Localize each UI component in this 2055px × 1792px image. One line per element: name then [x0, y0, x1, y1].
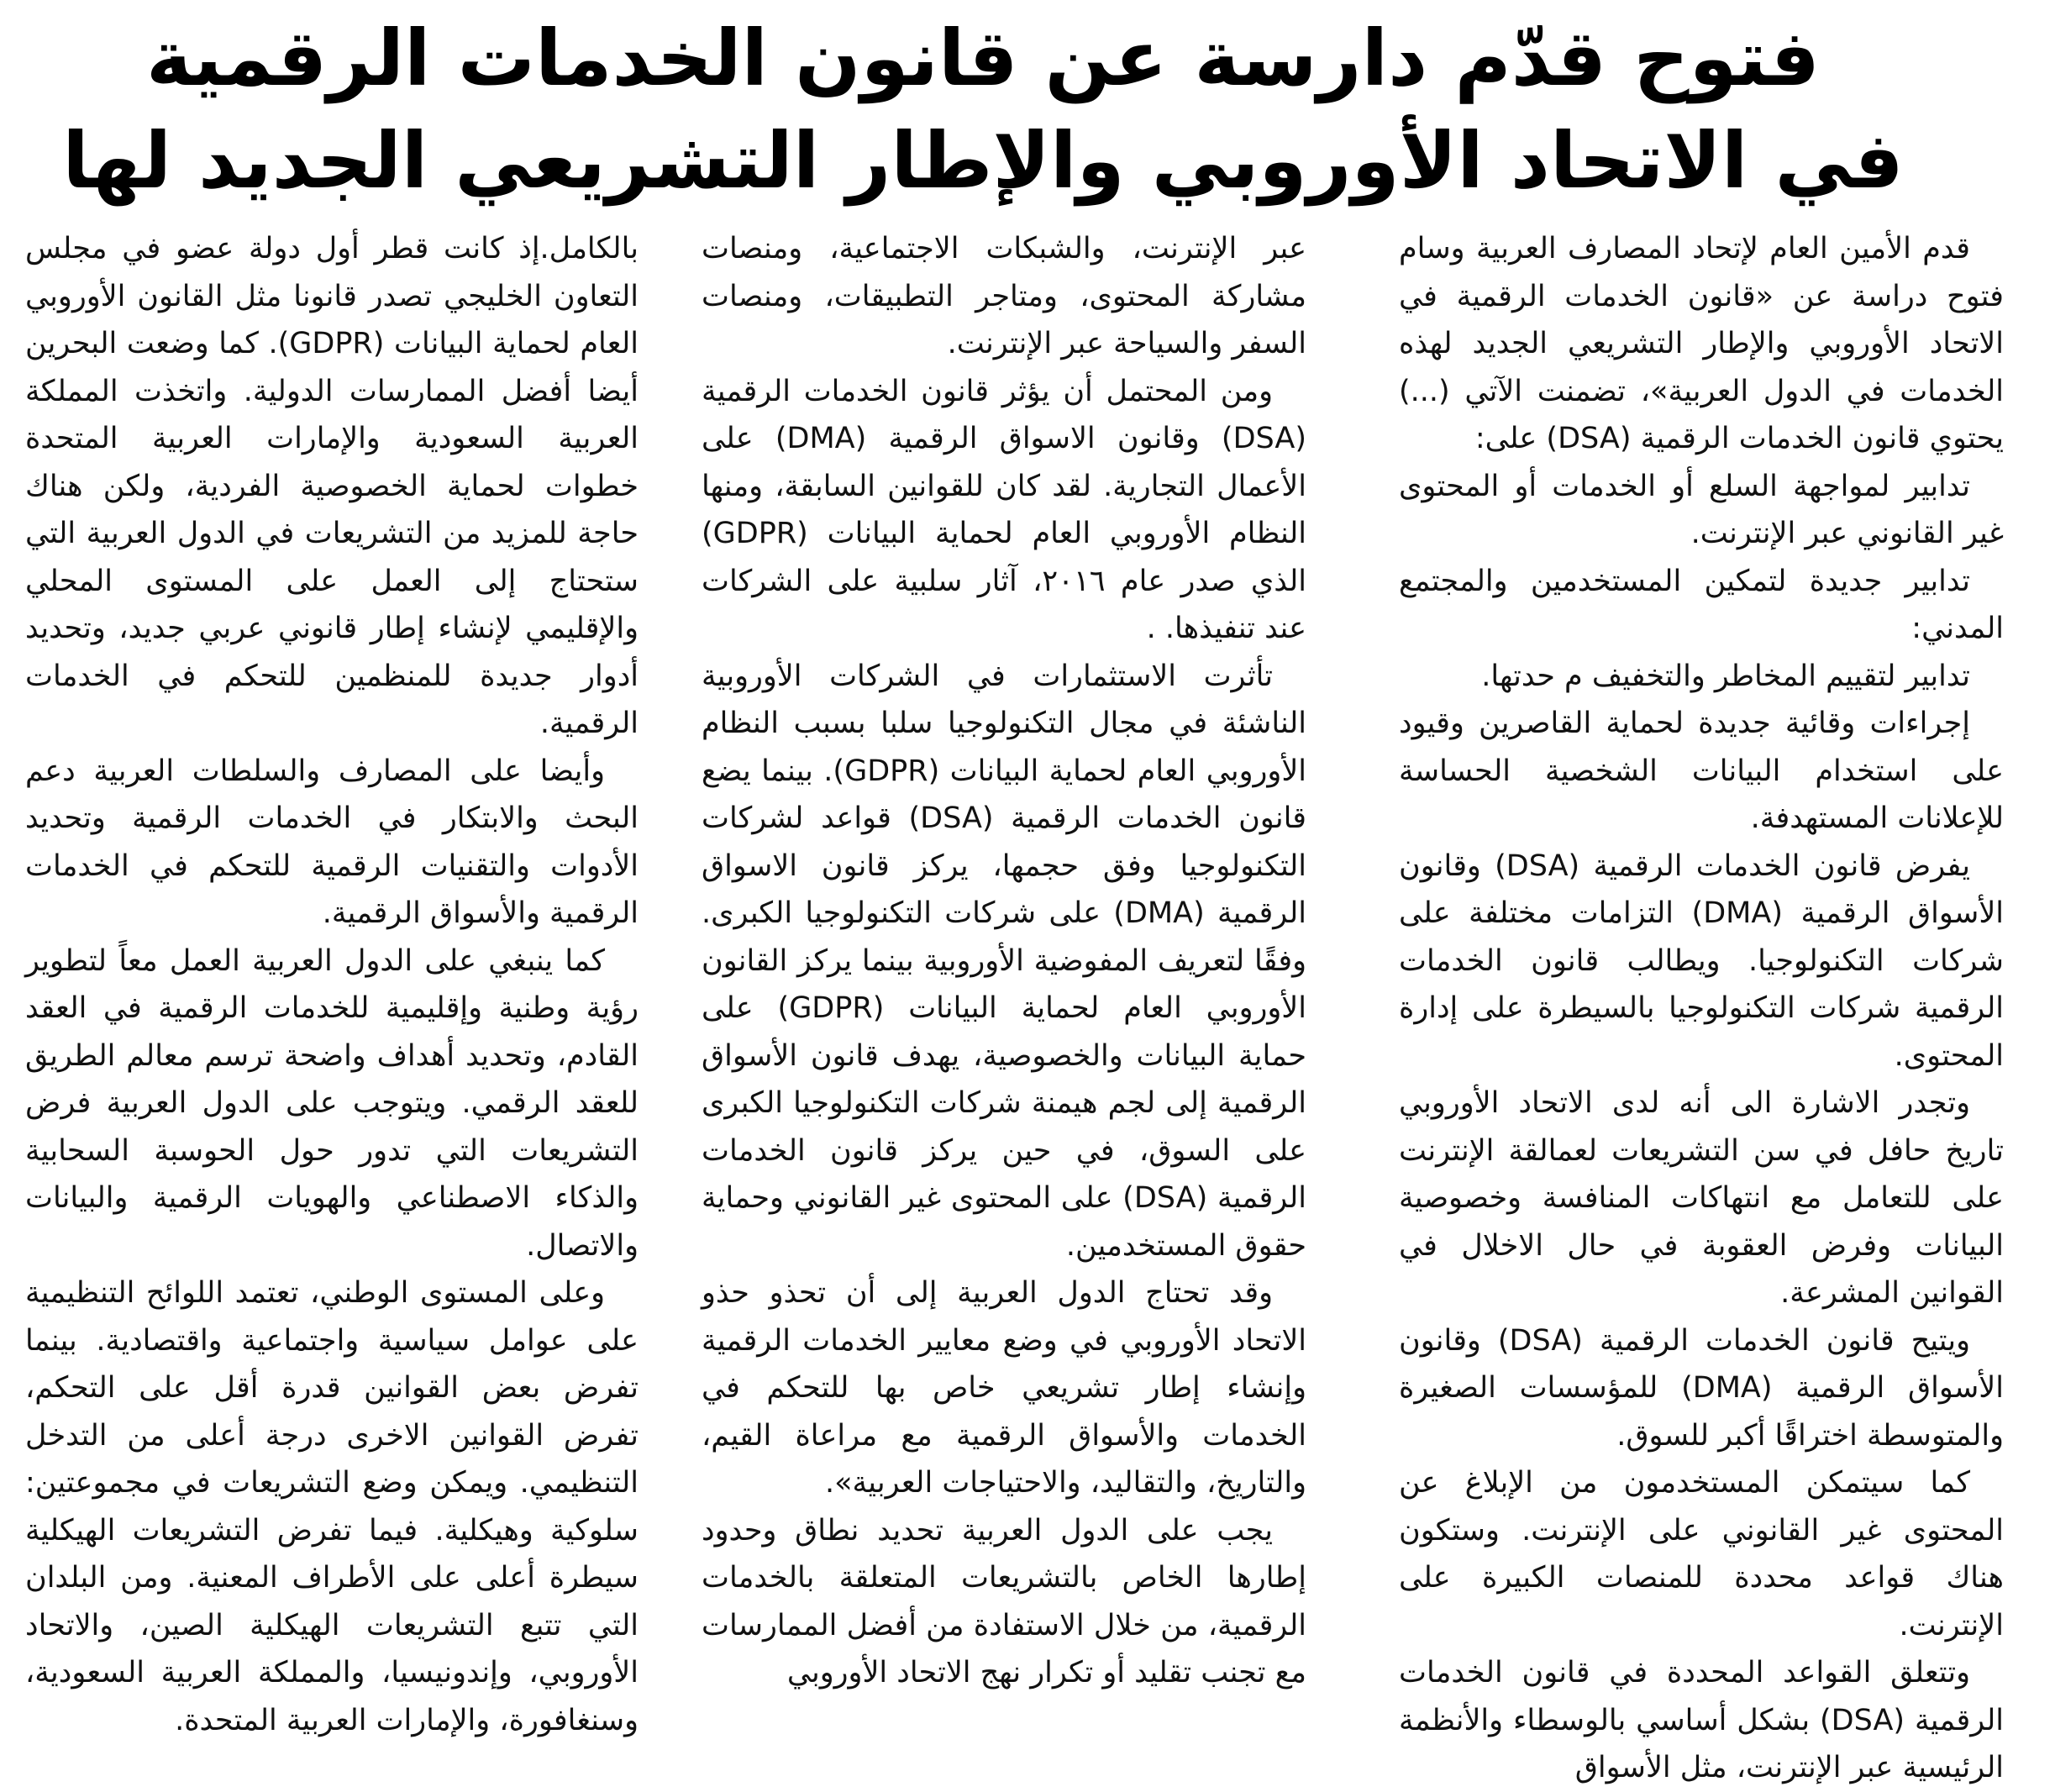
paragraph: يجب على الدول العربية تحديد نطاق وحدود إطارها الخاص بالتشريعات المتعلقة بالخدمات الرقمية، من خلال الاستفادة من أفضل الممارسات مع تجنب تقليد أو تكرار نهج الاتحاد الأوروبي [702, 1513, 1306, 1690]
paragraph: تدابير لتقييم المخاطر والتخفيف م حدتها. [1481, 659, 1970, 693]
paragraph: كما سيتمكن المستخدمون من الإبلاغ عن المحتوى غير القانوني على الإنترنت. وستكون هناك قواعد محددة للمنصات الكبيرة على الإنترنت. [1399, 1466, 2004, 1642]
article-column-left [25, 225, 639, 1737]
paragraph: تدابير لمواجهة السلع أو الخدمات أو المحتوى غير القانوني عبر الإنترنت. [1399, 469, 2004, 550]
paragraph: وعلى المستوى الوطني، تعتمد اللوائح التنظيمية على عوامل سياسية واجتماعية واقتصادية. بينما تفرض بعض القوانين قدرة أقل على التحكم، تفرض القوانين الاخرى درجة أعلى من التدخل التنظيمي. ويمكن وضع التشريعات في مجموعتين: سلوكية وهيكلية. فيما تفرض التشريعات الهيكلية سيطرة أعلى على الأطراف المعنية. ومن البلدان التي تتبع التشريعات الهيكلية الصين، والاتحاد الأوروبي، وإندونيسيا، والمملكة العربية السعودية، وسنغافورة، والإمارات العربية المتحدة. [25, 1276, 639, 1737]
paragraph: ومن المحتمل أن يؤثر قانون الخدمات الرقمية (DSA) وقانون الاسواق الرقمية (DMA) على الأعمال التجارية. لقد كان للقوانين السابقة، ومنها النظام الأوروبي العام لحماية البيانات (GDPR) الذي صدر عام ٢٠١٦، آثار سلبية على الشركات عند تنفيذها. . [702, 374, 1306, 645]
paragraph: وتجدر الاشارة الى أنه لدى الاتحاد الأوروبي تاريخ حافل في سن التشريعات لعمالقة الإنترنت على للتعامل مع انتهاكات المنافسة وخصوصية البيانات وفرض العقوبة في حال الاخلال في القوانين المشرعة. [1399, 1086, 2004, 1310]
paragraph: قدم الأمين العام لإتحاد المصارف العربية وسام فتوح دراسة عن «قانون الخدمات الرقمية في الاتحاد الأوروبي والإطار التشريعي الجديد لهذه الخدمات في الدول العربية»، تضمنت الآتي (...) يحتوي قانون الخدمات الرقمية (DSA) على: [1399, 232, 2004, 455]
headline-line-1: فتوح قدّم دارسة عن قانون الخدمات الرقمية [146, 13, 1820, 103]
paragraph: وتتعلق القواعد المحددة في قانون الخدمات الرقمية (DSA) بشكل أساسي بالوسطاء والأنظمة الرئيسية عبر الإنترنت، مثل الأسواق [1399, 1656, 2004, 1784]
paragraph: عبر الإنترنت، والشبكات الاجتماعية، ومنصات مشاركة المحتوى، ومتاجر التطبيقات، ومنصات السفر والسياحة عبر الإنترنت. [702, 232, 1306, 360]
article-column-right [1399, 225, 2005, 1784]
paragraph: وقد تحتاج الدول العربية إلى أن تحذو حذو الاتحاد الأوروبي في وضع معايير الخدمات الرقمية وإنشاء إطار تشريعي خاص بها للتحكم في الخدمات والأسواق الرقمية مع مراعاة القيم، والتاريخ، والتقاليد، والاحتياجات العربية». [702, 1276, 1306, 1500]
paragraph: تدابير جديدة لتمكين المستخدمين والمجتمع المدني: [1399, 564, 2004, 645]
paragraph: بالكامل.إذ كانت قطر أول دولة عضو في مجلس التعاون الخليجي تصدر قانونا مثل القانون الأوروبي العام لحماية البيانات (GDPR). كما وضعت البحرين أيضا أفضل الممارسات الدولية. واتخذت المملكة العربية السعودية والإمارات العربية المتحدة خطوات لحماية الخصوصية الفردية، ولكن هناك حاجة للمزيد من التشريعات في الدول العربية التي ستحتاج إلى العمل على المستوى المحلي والإقليمي لإنشاء إطار قانوني عربي جديد، وتحديد أدوار جديدة للمنظمين للتحكم في الخدمات الرقمية. [25, 232, 639, 740]
headline-line-2: في الاتحاد الأوروبي والإطار التشريعي الجديد لها [62, 116, 1904, 206]
paragraph: إجراءات وقائية جديدة لحماية القاصرين وقيود على استخدام البيانات الشخصية الحساسة للإعلانات المستهدفة. [1399, 707, 2004, 835]
paragraph: تأثرت الاستثمارات في الشركات الأوروبية الناشئة في مجال التكنولوجيا سلبا بسبب النظام الأوروبي العام لحماية البيانات (GDPR). بينما يضع قانون الخدمات الرقمية (DSA) قواعد لشركات التكنولوجيا وفق حجمها، يركز قانون الاسواق الرقمية (DMA) على شركات التكنولوجيا الكبرى. وفقًا لتعريف المفوضية الأوروبية بينما يركز القانون الأوروبي العام لحماية البيانات (GDPR) على حماية البيانات والخصوصية، يهدف قانون الأسواق الرقمية إلى لجم هيمنة شركات التكنولوجيا الكبرى على السوق، في حين يركز قانون الخدمات الرقمية (DSA) على المحتوى غير القانوني وحماية حقوق المستخدمين. [702, 659, 1307, 1263]
paragraph: وأيضا على المصارف والسلطات العربية دعم البحث والابتكار في الخدمات الرقمية وتحديد الأدوات والتقنيات الرقمية للتحكم في الخدمات الرقمية والأسواق الرقمية. [25, 754, 639, 930]
paragraph: يفرض قانون الخدمات الرقمية (DSA) وقانون الأسواق الرقمية (DMA) التزامات مختلفة على شركات التكنولوجيا. ويطالب قانون الخدمات الرقمية شركات التكنولوجيا بالسيطرة على إدارة المحتوى. [1399, 849, 2005, 1073]
article-column-middle [702, 225, 1306, 1712]
paragraph: كما ينبغي على الدول العربية العمل معاً لتطوير رؤية وطنية وإقليمية للخدمات الرقمية في العقد القادم، وتحديد أهداف واضحة ترسم معالم الطريق للعقد الرقمي. ويتوجب على الدول العربية فرض التشريعات التي تدور حول الحوسبة السحابية والذكاء الاصطناعي والهويات الرقمية والبيانات والاتصال. [25, 943, 639, 1263]
paragraph: ويتيح قانون الخدمات الرقمية (DSA) وقانون الأسواق الرقمية (DMA) للمؤسسات الصغيرة والمتوسطة اختراقًا أكبر للسوق. [1399, 1323, 2004, 1453]
